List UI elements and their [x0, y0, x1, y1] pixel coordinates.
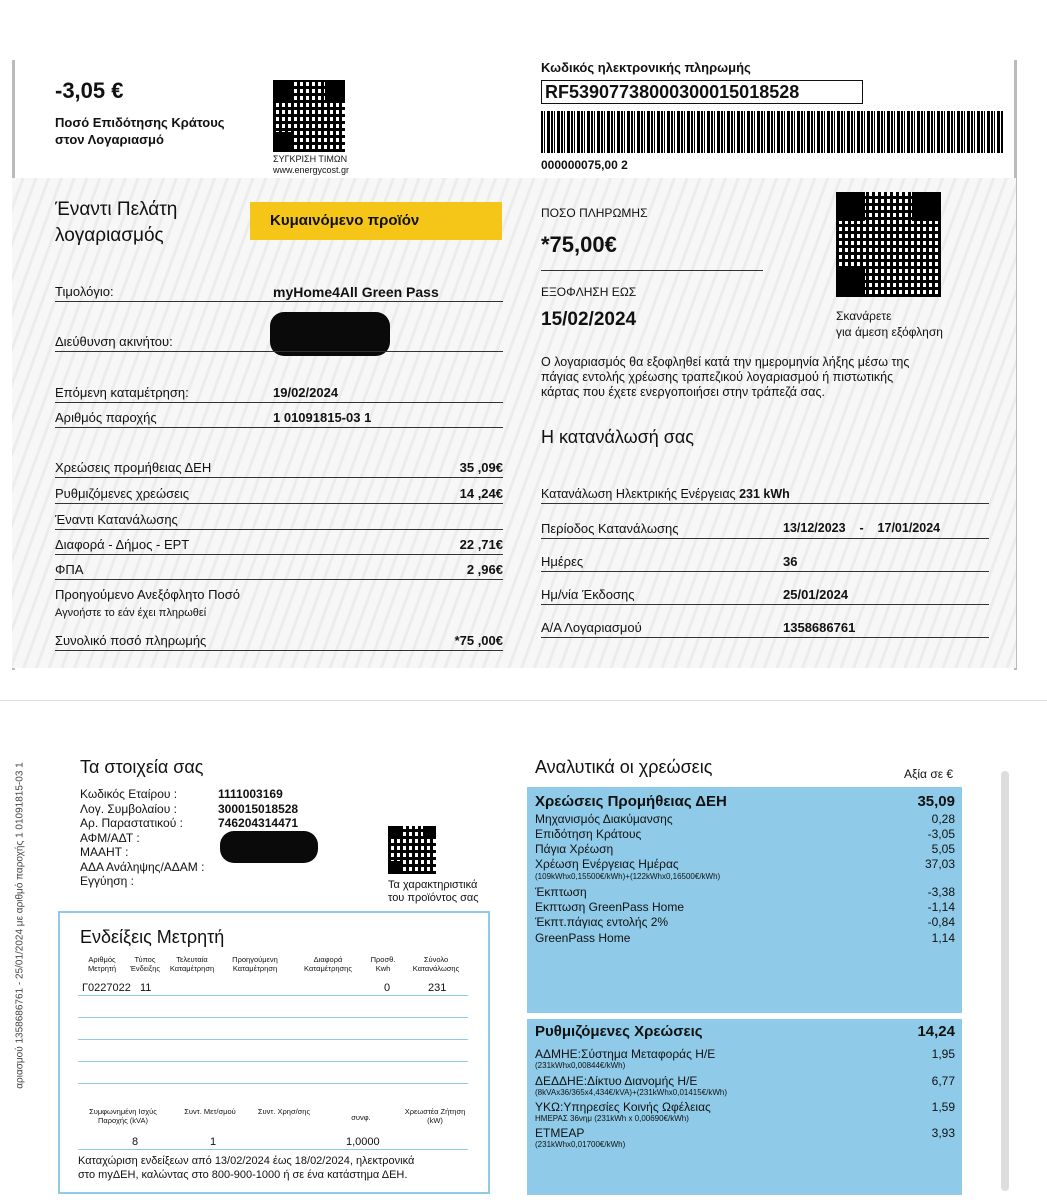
meter-header: Συμφωνημένη Ισχύς Παροχής (kVA) — [89, 1107, 157, 1125]
payment-code-label: Κωδικός ηλεκτρονικής πληρωμής — [541, 60, 751, 75]
supply-number-row — [55, 410, 503, 428]
days-label: Ημέρες — [541, 554, 584, 569]
supply-item-label: Έκπτ.πάγιας εντολής 2% — [535, 915, 669, 929]
page-gap — [0, 675, 1047, 700]
supply-item — [535, 900, 955, 914]
meter-note-2: στο myΔΕΗ, καλώντας στο 800-900-1000 ή σε ένα κατάστημα ΔΕΗ. — [78, 1169, 408, 1181]
supply-item-value: -0,84 — [927, 915, 955, 929]
product-badge: Κυμαινόμενο προϊόν — [250, 202, 502, 240]
product-qr-caption-2: του προϊόντος σας — [388, 892, 479, 904]
address-row — [55, 334, 503, 352]
total-value: *75 ,00€ — [454, 633, 503, 648]
subsidy-label-1: Ποσό Επιδότησης Κράτους — [55, 115, 225, 130]
regulated-item-value: 1,59 — [931, 1100, 955, 1114]
product-qr-caption-1: Τα χαρακτηριστικά — [388, 879, 478, 891]
supply-item-detail — [535, 872, 955, 881]
period-dash: - — [859, 521, 864, 535]
meter-headers-2 — [78, 1107, 472, 1131]
meter-headers — [78, 955, 472, 979]
amount-value: *75,00€ — [541, 232, 617, 257]
account-value: 1358686761 — [783, 620, 856, 635]
issue-value: 25/01/2024 — [783, 587, 849, 602]
qr-caption-2: www.energycost.gr — [273, 165, 350, 175]
energy-label: Κατανάλωση Ηλεκτρικής Ενέργειας — [541, 487, 736, 501]
meter-title: Ενδείξεις Μετρητή — [80, 927, 225, 947]
energy-row — [541, 487, 989, 504]
issue-date-row — [541, 587, 989, 605]
barcode-number: 000000075,00 2 — [541, 158, 628, 172]
supply-item-label: Εκπτωση GreenPass Home — [535, 900, 685, 914]
regulated-item — [535, 1100, 955, 1114]
regulated-item-label: ΥΚΩ:Υπηρεσίες Κοινής Ωφέλειας — [535, 1100, 711, 1114]
scan-caption-2: για άμεση εξόφληση — [836, 325, 943, 339]
regulated-item-detail: (8kVAx36/365x4,434€/kVA)+(231kWhx0,01415€/kWh) — [535, 1088, 728, 1097]
details-labels — [80, 787, 204, 889]
payment-note-3: κάρτας που έχετε ενεργοποιήσει στην τράπεζά σας. — [541, 385, 825, 399]
period-from: 13/12/2023 — [783, 521, 846, 535]
meter-header: Προσθ. Kwh — [370, 955, 396, 973]
charge-label: ΦΠΑ — [55, 562, 84, 577]
customer-title-2: λογαριασμός — [55, 225, 164, 246]
tariff-value: myHome4All Green Pass — [273, 284, 439, 300]
payment-code: RF53907738000300015018528 — [541, 80, 863, 104]
customer-title-1: Έναντι Πελάτη — [55, 199, 178, 220]
supply-item-value: -1,14 — [927, 900, 955, 914]
value-header: Αξία σε € — [904, 767, 954, 781]
analytic-title: Αναλυτικά οι χρεώσεις — [535, 757, 713, 777]
charge-row — [55, 562, 503, 580]
meter-cell: 1 — [210, 1136, 217, 1148]
supply-charges-total: 35,09 — [917, 793, 955, 810]
regulated-item — [535, 1047, 955, 1061]
meter-header: συνφ. — [351, 1113, 371, 1122]
next-reading-label: Επόμενη καταμέτρηση: — [55, 385, 189, 400]
meter-line — [78, 1039, 468, 1040]
regulated-charges-header — [535, 1023, 955, 1040]
barcode-icon — [541, 111, 1003, 153]
details-title: Τα στοιχεία σας — [80, 757, 204, 777]
ignore-note: Αγνοήστε το εάν έχει πληρωθεί — [55, 607, 207, 619]
next-reading-value: 19/02/2024 — [273, 385, 339, 400]
charge-label: Χρεώσεις προμήθειας ΔΕΗ — [55, 460, 212, 475]
charge-value: 2 ,96€ — [466, 562, 503, 577]
meter-cell: 0 — [384, 982, 391, 994]
detail-label: ΑΦΜ/ΑΔΤ : — [80, 830, 140, 845]
detail-label: Κωδικός Εταίρου : — [80, 787, 178, 801]
meter-line — [78, 995, 468, 996]
supply-charges-header — [535, 793, 955, 810]
supply-charges-title: Χρεώσεις Προμήθειας ΔΕΗ — [535, 793, 727, 810]
account-label: Α/Α Λογαριασμού — [541, 620, 642, 635]
meter-header: Διαφορά Καταμέτρησης — [304, 955, 352, 973]
address-label: Διεύθυνση ακινήτου: — [55, 334, 173, 349]
meter-line — [78, 1017, 468, 1018]
days-value: 36 — [783, 554, 798, 569]
charge-label: Προηγούμενο Ανεξόφλητο Ποσό — [55, 587, 241, 602]
supply-item-label: GreenPass Home — [535, 931, 631, 945]
supply-item — [535, 915, 955, 929]
regulated-item-label: ΔΕΔΔΗΕ:Δίκτυο Διανομής Η/Ε — [535, 1074, 698, 1088]
meter-cell: 11 — [140, 982, 152, 994]
supply-item-value: 0,28 — [931, 812, 955, 826]
total-row — [55, 633, 503, 651]
detail-value: 1111003169 — [218, 787, 283, 801]
supply-item — [535, 931, 955, 945]
total-label: Συνολικό ποσό πληρωμής — [55, 633, 207, 648]
period-to: 17/01/2024 — [877, 521, 941, 535]
tariff-label: Τιμολόγιο: — [55, 284, 114, 299]
detail-label: Λογ. Συμβολαίου : — [80, 801, 177, 816]
supply-item — [535, 827, 955, 841]
regulated-item — [535, 1126, 955, 1140]
regulated-item-value: 3,93 — [931, 1126, 955, 1140]
issue-label: Ημ/νία Έκδοσης — [541, 587, 635, 602]
supply-item-value: -3,05 — [927, 827, 955, 841]
meter-header: Τελευταία Καταμέτρηση — [169, 955, 215, 973]
side-vertical-text: αριασμού 1358686761 - 25/01/2024 με αριθμό παροχής 1 01091815-03 1 — [14, 762, 26, 1089]
regulated-charges-title: Ρυθμιζόμενες Χρεώσεις — [535, 1023, 703, 1040]
subsidy-amount: -3,05 € — [55, 78, 124, 103]
regulated-item — [535, 1074, 955, 1088]
supply-value: 1 01091815-03 1 — [273, 410, 372, 425]
redacted-tax-id — [220, 831, 318, 863]
charge-value: 35 ,09€ — [459, 460, 503, 475]
next-reading-row — [55, 385, 503, 403]
payment-qr-icon[interactable] — [836, 192, 941, 297]
charge-row — [55, 460, 503, 478]
charge-label: Ρυθμιζόμενες χρεώσεις — [55, 486, 190, 501]
regulated-item-value: 6,77 — [931, 1074, 955, 1088]
days-row — [541, 554, 989, 572]
supply-item — [535, 842, 955, 856]
supply-item-value: 1,14 — [931, 931, 955, 945]
supply-item-label: Πάγια Χρέωση — [535, 842, 614, 856]
charge-value: 22 ,71€ — [459, 537, 503, 552]
charge-label: Διαφορά - Δήμος - ΕΡΤ — [55, 537, 190, 552]
supply-item-label: Επιδότηση Κράτους — [535, 827, 642, 841]
meter-header: Χρεωστέα Ζήτηση (kW) — [404, 1107, 466, 1125]
supply-item — [535, 812, 955, 826]
meter-header: Προηγούμενη Καταμέτρηση — [232, 955, 278, 973]
regulated-item-detail: (231kWhx0,01700€/kWh) — [535, 1140, 626, 1149]
details-values — [218, 787, 298, 831]
regulated-item-value: 1,95 — [931, 1047, 955, 1061]
scan-caption-1: Σκανάρετε — [836, 309, 892, 323]
payment-note-1: Ο λογαριασμός θα εξοφληθεί κατά την ημερομηνία λήξης μέσω της — [541, 355, 910, 369]
charge-label: Έναντι Κατανάλωσης — [55, 512, 178, 527]
supply-item-label: Μηχανισμός Διακύμανσης — [535, 812, 673, 826]
due-date: 15/02/2024 — [541, 309, 637, 330]
supply-item — [535, 885, 955, 899]
regulated-item-detail: ΗΜΕΡΑΣ 36νημ (231kWh x 0,00690€/kWh) — [535, 1114, 689, 1123]
meter-cell: 1,0000 — [346, 1136, 380, 1148]
price-comparison-qr-icon — [273, 80, 345, 152]
energy-value: 231 kWh — [739, 487, 790, 501]
detail-label: Αρ. Παραστατικού : — [80, 816, 183, 830]
supply-item-value: 5,05 — [931, 842, 955, 856]
period-label: Περίοδος Κατανάλωσης — [541, 521, 679, 536]
regulated-item-detail: (231kWhx0,00844€/kWh) — [535, 1061, 626, 1070]
meter-header: Αριθμός Μετρητή — [87, 955, 117, 973]
bill-page-2 — [0, 700, 1047, 1200]
supply-item-label: Έκπτωση — [535, 885, 587, 899]
meter-cell: Γ0227022 — [82, 982, 131, 994]
amount-label: ΠΟΣΟ ΠΛΗΡΩΜΗΣ — [541, 206, 648, 220]
meter-cell: 231 — [428, 982, 447, 994]
meter-header: Σύνολο Κατανάλωσης — [412, 955, 460, 973]
detail-label: ΜΑΑΗΤ : — [80, 845, 129, 859]
supply-item-label: (109kWhx0,15500€/kWh)+(122kWhx0,16500€/kWh) — [535, 872, 721, 881]
supply-item — [535, 857, 955, 871]
regulated-item-label: ΑΔΜΗΕ:Σύστημα Μεταφοράς Η/Ε — [535, 1047, 716, 1061]
supply-item-label: Χρέωση Ενέργειας Ημέρας — [535, 857, 679, 871]
meter-header: Τύπος Ένδειξης — [130, 955, 160, 973]
meter-cell: 8 — [132, 1136, 139, 1148]
regulated-item-label: ΕΤΜΕΑΡ — [535, 1126, 585, 1140]
detail-label: Εγγύηση : — [80, 874, 134, 888]
charge-row — [55, 486, 503, 504]
charge-row — [55, 537, 503, 555]
meter-note-1: Καταχώριση ενδείξεων από 13/02/2024 έως 18/02/2024, ηλεκτρονικά — [78, 1155, 415, 1167]
charge-row — [55, 587, 503, 604]
payment-note-2: πάγιας εντολής χρέωσης τραπεζικού λογαριασμού ή πιστωτικής — [541, 370, 894, 384]
consumption-title: Η κατανάλωσή σας — [541, 427, 694, 447]
meter-header: Συντ. Μετ/σμού — [184, 1107, 236, 1116]
meter-line — [78, 1149, 468, 1150]
detail-label: ΑΔΑ Ανάληψης/ΑΔΑΜ : — [80, 859, 205, 874]
meter-box — [58, 911, 490, 1194]
scrollbar[interactable] — [1001, 771, 1009, 1191]
supply-label: Αριθμός παροχής — [55, 410, 157, 425]
due-label: ΕΞΟΦΛΗΣΗ ΕΩΣ — [541, 285, 637, 299]
regulated-charges-total: 14,24 — [917, 1023, 955, 1040]
subsidy-label-2: στον Λογαριασμό — [55, 132, 164, 147]
meter-line — [78, 1083, 468, 1084]
qr-caption-1: ΣΥΓΚΡΙΣΗ ΤΙΜΩΝ — [273, 154, 348, 164]
amount-divider — [541, 270, 763, 271]
supply-item-value: -3,38 — [927, 885, 955, 899]
tariff-row — [55, 284, 503, 302]
meter-header: Συντ. Χρησ/σης — [257, 1107, 311, 1116]
product-qr-icon[interactable] — [388, 826, 436, 874]
supply-item-value: 37,03 — [924, 857, 955, 871]
charge-value: 14 ,24€ — [459, 486, 503, 501]
period-row — [541, 521, 989, 539]
detail-value: 746204314471 — [218, 816, 299, 830]
charge-row — [55, 512, 503, 530]
account-row — [541, 620, 989, 638]
meter-line — [78, 1061, 468, 1062]
detail-value: 300015018528 — [218, 801, 299, 816]
